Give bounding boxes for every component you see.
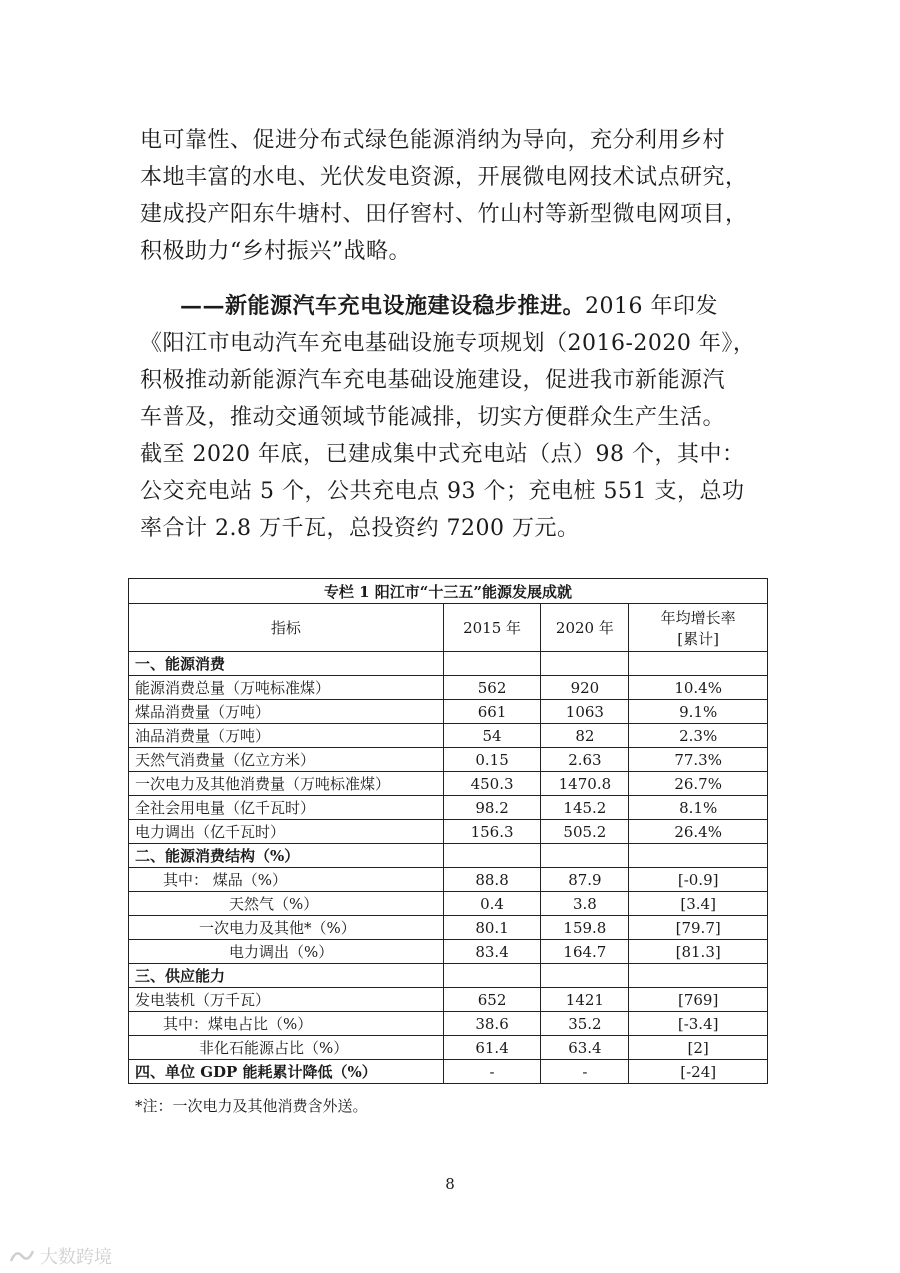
cell-2020: 505.2 <box>541 820 629 844</box>
table-row <box>129 820 768 844</box>
cell-growth: [81.3] <box>629 940 768 964</box>
table-row <box>129 676 768 700</box>
section-heading: ——新能源汽车充电设施建设稳步推进。 <box>180 293 586 319</box>
paragraph-ev-charging <box>140 288 770 547</box>
cell-indicator: 煤品消费量（万吨） <box>129 700 444 724</box>
cell-2020: 2.63 <box>541 748 629 772</box>
cell-2020: 1063 <box>541 700 629 724</box>
energy-achievements-table <box>128 578 768 1084</box>
cell-2015 <box>443 964 541 988</box>
table-row <box>129 1012 768 1036</box>
cell-growth: 2.3% <box>629 724 768 748</box>
cell-2015: 61.4 <box>443 1036 541 1060</box>
text-line <box>140 288 770 325</box>
cell-growth: 26.7% <box>629 772 768 796</box>
cell-2020: - <box>541 1060 629 1084</box>
cell-2015: 0.15 <box>443 748 541 772</box>
cell-indicator: 油品消费量（万吨） <box>129 724 444 748</box>
table-row <box>129 988 768 1012</box>
cell-growth: 26.4% <box>629 820 768 844</box>
text-line: 车普及，推动交通领域节能减排，切实方便群众生产生活。 <box>140 405 726 430</box>
cell-growth: [-3.4] <box>629 1012 768 1036</box>
cell-2015: 83.4 <box>443 940 541 964</box>
cell-2020 <box>541 844 629 868</box>
text-fragment: 2016 年印发 <box>585 294 718 319</box>
cell-2015: 661 <box>443 700 541 724</box>
text-line: 本地丰富的水电、光伏发电资源，开展微电网技术试点研究， <box>140 165 748 190</box>
cell-2015: 38.6 <box>443 1012 541 1036</box>
cell-growth: 9.1% <box>629 700 768 724</box>
table-header-row <box>129 604 768 652</box>
table-row <box>129 916 768 940</box>
cell-indicator: 一次电力及其他*（%） <box>129 916 444 940</box>
table-row <box>129 700 768 724</box>
table-caption-row <box>129 579 768 604</box>
cell-indicator: 电力调出（亿千瓦时） <box>129 820 444 844</box>
header-2015: 2015 年 <box>443 604 541 652</box>
cell-indicator: 天然气（%） <box>129 892 444 916</box>
watermark-logo-icon <box>8 1247 36 1265</box>
text-line: 截至 2020 年底，已建成集中式充电站（点）98 个，其中： <box>140 442 745 467</box>
header-growth-line1: 年均增长率 <box>660 608 736 627</box>
cell-indicator: 二、能源消费结构（%） <box>129 844 444 868</box>
header-growth-line2: [累计] <box>677 629 720 648</box>
watermark-text: 大数跨境 <box>40 1247 112 1268</box>
cell-2020: 87.9 <box>541 868 629 892</box>
text-line: 电可靠性、促进分布式绿色能源消纳为导向，充分利用乡村 <box>140 128 726 153</box>
table-row <box>129 724 768 748</box>
cell-2020: 3.8 <box>541 892 629 916</box>
cell-growth: [-24] <box>629 1060 768 1084</box>
table-row <box>129 868 768 892</box>
text-line: 公交充电站 5 个，公共充电点 93 个；充电桩 551 支，总功 <box>140 479 745 504</box>
text-line: 率合计 2.8 万千瓦，总投资约 7200 万元。 <box>140 516 580 541</box>
text-line: 积极助力“乡村振兴”战略。 <box>140 239 411 264</box>
cell-indicator: 三、供应能力 <box>129 964 444 988</box>
header-growth <box>629 604 768 652</box>
cell-growth: [2] <box>629 1036 768 1060</box>
cell-2020: 1470.8 <box>541 772 629 796</box>
cell-indicator: 全社会用电量（亿千瓦时） <box>129 796 444 820</box>
header-2020: 2020 年 <box>541 604 629 652</box>
cell-indicator: 一次电力及其他消费量（万吨标准煤） <box>129 772 444 796</box>
cell-2020: 35.2 <box>541 1012 629 1036</box>
table-row <box>129 940 768 964</box>
cell-indicator: 电力调出（%） <box>129 940 444 964</box>
cell-growth <box>629 844 768 868</box>
paragraph-microgrid <box>140 122 770 270</box>
cell-growth: [3.4] <box>629 892 768 916</box>
cell-2015: 562 <box>443 676 541 700</box>
table-row <box>129 652 768 676</box>
cell-2020: 82 <box>541 724 629 748</box>
cell-indicator: 天然气消费量（亿立方米） <box>129 748 444 772</box>
table-row <box>129 796 768 820</box>
table-row <box>129 772 768 796</box>
table-row <box>129 748 768 772</box>
cell-indicator: 能源消费总量（万吨标准煤） <box>129 676 444 700</box>
cell-indicator: 发电装机（万千瓦） <box>129 988 444 1012</box>
table-footnote: *注：一次电力及其他消费含外送。 <box>135 1097 368 1115</box>
cell-growth <box>629 652 768 676</box>
cell-2015: 156.3 <box>443 820 541 844</box>
cell-growth: 8.1% <box>629 796 768 820</box>
cell-indicator: 非化石能源占比（%） <box>129 1036 444 1060</box>
cell-2015: 0.4 <box>443 892 541 916</box>
cell-growth <box>629 964 768 988</box>
cell-indicator: 四、单位 GDP 能耗累计降低（%） <box>129 1060 444 1084</box>
table-row <box>129 1060 768 1084</box>
cell-2020: 159.8 <box>541 916 629 940</box>
cell-indicator: 一、能源消费 <box>129 652 444 676</box>
table-row <box>129 1036 768 1060</box>
text-line: 建成投产阳东牛塘村、田仔窖村、竹山村等新型微电网项目， <box>140 202 748 227</box>
cell-growth: [79.7] <box>629 916 768 940</box>
text-line: 积极推动新能源汽车充电基础设施建设，促进我市新能源汽 <box>140 368 726 393</box>
cell-2020: 164.7 <box>541 940 629 964</box>
cell-2015: 450.3 <box>443 772 541 796</box>
cell-2015: 88.8 <box>443 868 541 892</box>
cell-2015: 54 <box>443 724 541 748</box>
cell-2020: 63.4 <box>541 1036 629 1060</box>
cell-2015 <box>443 844 541 868</box>
cell-2015: 652 <box>443 988 541 1012</box>
cell-2015: 80.1 <box>443 916 541 940</box>
cell-growth: [769] <box>629 988 768 1012</box>
cell-2020: 920 <box>541 676 629 700</box>
table-row <box>129 964 768 988</box>
cell-2020: 145.2 <box>541 796 629 820</box>
table-caption: 专栏 1 阳江市“十三五”能源发展成就 <box>129 579 768 604</box>
watermark <box>8 1243 112 1269</box>
cell-growth: 77.3% <box>629 748 768 772</box>
table-row <box>129 844 768 868</box>
cell-2015: - <box>443 1060 541 1084</box>
page-number: 8 <box>445 1175 455 1193</box>
cell-2020 <box>541 652 629 676</box>
cell-2020 <box>541 964 629 988</box>
cell-indicator: 其中： 煤品（%） <box>129 868 444 892</box>
cell-2015 <box>443 652 541 676</box>
cell-2020: 1421 <box>541 988 629 1012</box>
cell-growth: 10.4% <box>629 676 768 700</box>
cell-growth: [-0.9] <box>629 868 768 892</box>
cell-2015: 98.2 <box>443 796 541 820</box>
table-row <box>129 892 768 916</box>
header-indicator: 指标 <box>129 604 444 652</box>
table-body <box>129 652 768 1084</box>
text-line: 《阳江市电动汽车充电基础设施专项规划（2016-2020 年》， <box>140 331 756 356</box>
cell-indicator: 其中：煤电占比（%） <box>129 1012 444 1036</box>
